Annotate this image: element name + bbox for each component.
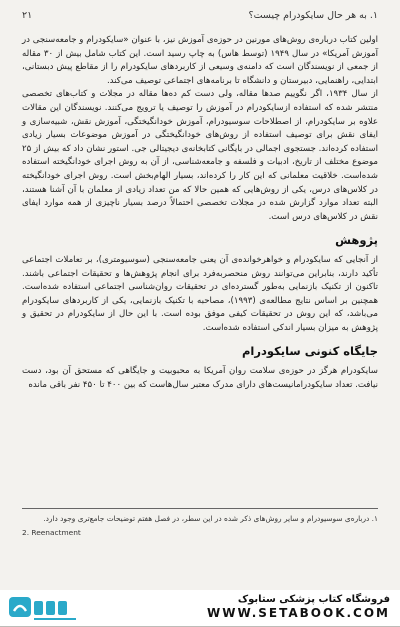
section-research-text: از آنجایی که سایکودرام و خواهرخوانده‌ی آن یعنی جامعه‌سنجی (سوسیومتری)، بر تعاملات اجتماعی تأکید دارند، بنابراین می‌توانند روش منحصربه‌فرد برای انجام پژوهش‌ها و تحقیقات اجتماعی باشند. تاکنون از تکنیک بازنمایی به‌طور گسترده‌ای در تحقیقات روان‌شناسی اجتماعی استفاده شده‌است. همچنین بر اساس نتایج مطالعه‌ی (۱۹۹۳)، مصاحبه با تکنیک بازنمایی، یکی از کاربردهای سایکودرام می‌باشد، که این روش در تحقیقات کیفی موفق بوده است. با این حال از سایکودرام در تحقیق و پژوهش به میزان بسیار اندکی استفاده شده‌است. xyxy=(22,254,378,333)
section-heading-research: پژوهش xyxy=(335,233,378,248)
section-heading-current-status: جایگاه کنونی سایکودرام xyxy=(241,344,378,359)
setabook-logo-icon xyxy=(8,593,78,623)
footnote-1: ۱. درباره‌ی سوسیودرام و سایر روش‌های ذکر شده در این سطر، در فصل هفتم توضیحات جامع‌تری وجود دارد. xyxy=(43,514,378,523)
setabook-logo xyxy=(8,593,78,623)
section-current-status-text: سایکودرام هرگز در حوزه‌ی سلامت روان آمریکا به محبوبیت و جایگاهی که مستحق آن بود، دست نیافت. تعداد سایکودرامانیست‌های دارای مدرک معتبر سال‌هاست که بین ۴۰۰ تا ۴۵۰ نفر باقی مانده xyxy=(22,366,378,390)
page-body xyxy=(22,34,378,392)
footnote-2: 2. Reenactment xyxy=(22,528,81,537)
running-header xyxy=(22,10,378,26)
store-url[interactable]: WWW.SETABOOK.COM xyxy=(206,606,390,620)
chapter-title: ۱. به هر حال سایکودرام چیست؟ xyxy=(248,10,378,21)
store-name: فروشگاه کتاب پزشکی ستابوک xyxy=(237,594,390,605)
page-number: ۲۱ xyxy=(22,10,33,21)
store-banner xyxy=(0,590,400,626)
footnotes xyxy=(22,508,378,538)
paragraph-1: اولین کتاب درباره‌ی روش‌های مورنین در حوزه‌ی آموزش نیز، با عنوان «سایکودرام و جامعه‌سنجی در آموزش آمریکا» در سال ۱۹۴۹ (توسط هاس) به چاپ رسید است. این کتاب شامل بیش از ۳۰ مقاله از جمعی از نویسندگان است که دامنه‌ی وسیعی از کاربردهای سایکودرام را از مقاطع پیش دبستانی، ابتدایی، راهنمایی، دبیرستان و دانشگاه تا برنامه‌های اجتماعی توصیف می‌کند. xyxy=(22,35,378,86)
paragraph-2: از سال ۱۹۳۴، اگر نگوییم صدها مقاله، ولی دست کم ده‌ها مقاله در مجلات و کتاب‌های تخصصی منتشر شده که استفاده ازسایکودرام در آموزش را توصیف یا ترویج می‌کنند. نویسندگان این مقالات علاوه بر سایکودرام، از اصطلاحات سوسیودرام، آموزش خودانگیختگی، آموزش نقش، شبیه‌سازی و ایفای نقش برای توصیف استفاده از روش‌های خودانگیختگی در آموزش موضوعات بسیار زیادی استفاده کرده‌اند. جستجوی اجمالی در بایگانی کتابخانه‌ی دیجیتالی جی. استور نشان داد که بیش از ۲۵ موضوع مختلف از تاریخ، ادبیات و فلسفه و جامعه‌شناسی، از آن به روش اجرای خودانگیخته استفاده شده‌است. خلاقیت معلمانی که این کار را کرده‌اند، بسیار الهام‌بخش است. روش اجرای خودانگیخته در کلاس‌های درس، یکی از روش‌هایی که همین حالا که من تعداد زیادی از معلمان با آن آشنا هستند، البته تعداد موارد گزارش شده در مجلات تخصصی احتمالاً درصد بسیار ناچیزی از همه موارد ایفای نقش در کلاس‌های درس است. xyxy=(22,89,378,222)
store-brand xyxy=(90,594,390,620)
